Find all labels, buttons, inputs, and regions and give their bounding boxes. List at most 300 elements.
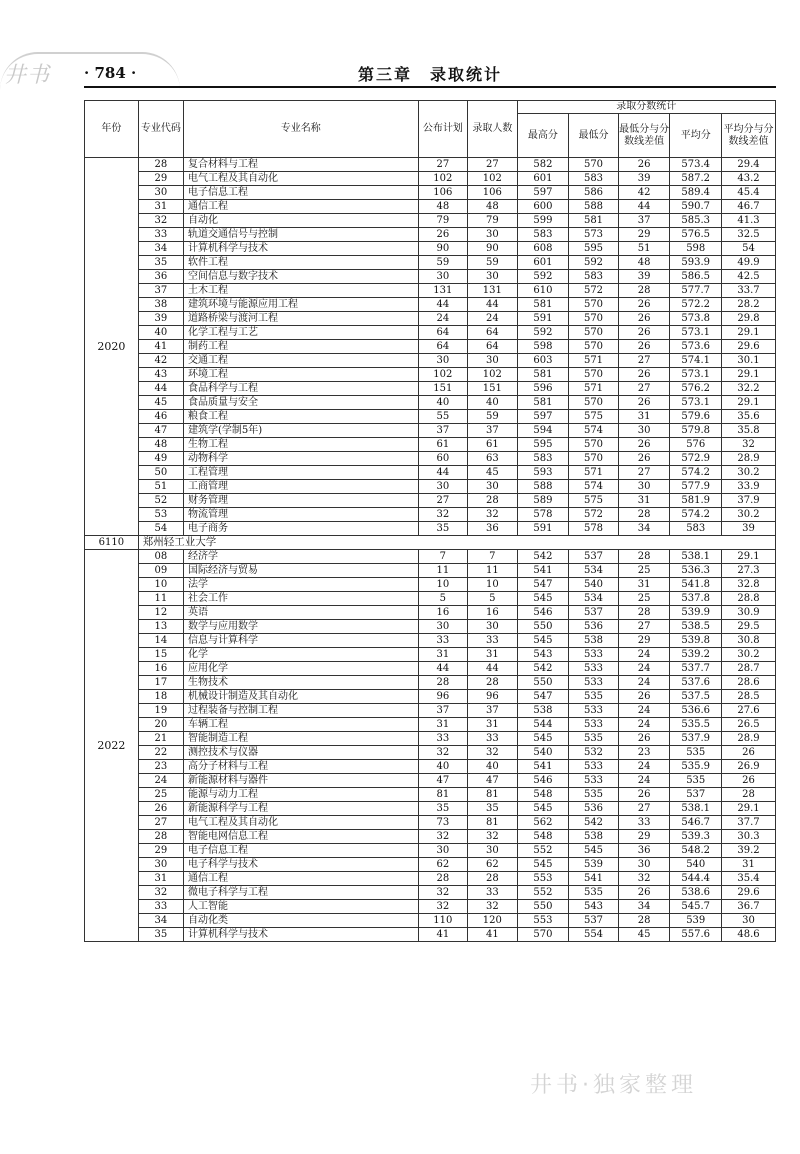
table-row [85, 858, 776, 872]
cell-avg-diff: 28.6 [722, 676, 776, 690]
table-row [85, 256, 776, 270]
cell-min-diff: 29 [618, 634, 670, 648]
cell-name: 车辆工程 [183, 718, 418, 732]
cell-avg-diff: 32.5 [722, 228, 776, 242]
cell-plan: 26 [418, 228, 468, 242]
cell-min: 534 [569, 592, 619, 606]
cell-min: 533 [569, 648, 619, 662]
cell-name: 电气工程及其自动化 [183, 816, 418, 830]
cell-code: 10 [138, 578, 183, 592]
cell-min-diff: 23 [618, 746, 670, 760]
cell-plan: 28 [418, 872, 468, 886]
cell-name: 计算机科学与技术 [183, 242, 418, 256]
cell-max: 598 [517, 340, 569, 354]
cell-admitted: 30 [468, 620, 518, 634]
cell-min-diff: 26 [618, 312, 670, 326]
cell-plan: 31 [418, 648, 468, 662]
cell-max: 542 [517, 550, 569, 564]
cell-plan: 47 [418, 774, 468, 788]
cell-min: 537 [569, 914, 619, 928]
cell-min: 570 [569, 340, 619, 354]
cell-max: 595 [517, 438, 569, 452]
cell-min-diff: 24 [618, 676, 670, 690]
cell-avg: 545.7 [670, 900, 722, 914]
cell-admitted: 106 [468, 186, 518, 200]
cell-min-diff: 24 [618, 760, 670, 774]
cell-max: 547 [517, 690, 569, 704]
cell-max: 597 [517, 410, 569, 424]
cell-max: 550 [517, 676, 569, 690]
cell-min-diff: 26 [618, 158, 670, 172]
cell-admitted: 102 [468, 172, 518, 186]
table-row [85, 186, 776, 200]
cell-name: 软件工程 [183, 256, 418, 270]
cell-avg: 537.5 [670, 690, 722, 704]
cell-avg-diff: 28.7 [722, 662, 776, 676]
cell-min: 572 [569, 284, 619, 298]
cell-name: 工商管理 [183, 480, 418, 494]
cell-avg: 585.3 [670, 214, 722, 228]
cell-admitted: 61 [468, 438, 518, 452]
cell-min-diff: 32 [618, 872, 670, 886]
cell-plan: 33 [418, 634, 468, 648]
cell-code: 25 [138, 788, 183, 802]
cell-avg: 581.9 [670, 494, 722, 508]
table-row [85, 340, 776, 354]
cell-avg: 537 [670, 788, 722, 802]
table-row [85, 270, 776, 284]
cell-plan: 35 [418, 802, 468, 816]
cell-name: 电子信息工程 [183, 844, 418, 858]
cell-name: 制药工程 [183, 340, 418, 354]
cell-avg-diff: 32 [722, 438, 776, 452]
cell-name: 土木工程 [183, 284, 418, 298]
cell-code: 26 [138, 802, 183, 816]
cell-avg: 573.1 [670, 396, 722, 410]
cell-code: 35 [138, 256, 183, 270]
table-row [85, 550, 776, 564]
cell-min: 542 [569, 816, 619, 830]
cell-max: 552 [517, 844, 569, 858]
table-row [85, 914, 776, 928]
cell-max: 553 [517, 872, 569, 886]
cell-name: 能源与动力工程 [183, 788, 418, 802]
cell-avg-diff: 30.3 [722, 830, 776, 844]
cell-admitted: 64 [468, 340, 518, 354]
cell-name: 食品质量与安全 [183, 396, 418, 410]
cell-name: 应用化学 [183, 662, 418, 676]
cell-max: 545 [517, 858, 569, 872]
cell-code: 08 [138, 550, 183, 564]
cell-min: 554 [569, 928, 619, 942]
table-row [85, 578, 776, 592]
cell-max: 552 [517, 886, 569, 900]
table-row [85, 172, 776, 186]
cell-code: 12 [138, 606, 183, 620]
cell-code: 38 [138, 298, 183, 312]
cell-plan: 32 [418, 508, 468, 522]
header-min: 最低分 [569, 114, 619, 158]
cell-name: 电子信息工程 [183, 186, 418, 200]
cell-avg-diff: 26 [722, 746, 776, 760]
cell-avg: 576.2 [670, 382, 722, 396]
cell-min-diff: 28 [618, 914, 670, 928]
cell-code: 36 [138, 270, 183, 284]
cell-min: 571 [569, 466, 619, 480]
cell-code: 09 [138, 564, 183, 578]
cell-max: 599 [517, 214, 569, 228]
cell-min-diff: 27 [618, 466, 670, 480]
cell-plan: 24 [418, 312, 468, 326]
cell-admitted: 37 [468, 704, 518, 718]
cell-admitted: 32 [468, 746, 518, 760]
cell-min-diff: 39 [618, 172, 670, 186]
cell-min-diff: 26 [618, 788, 670, 802]
cell-min: 588 [569, 200, 619, 214]
table-row [85, 522, 776, 536]
cell-max: 540 [517, 746, 569, 760]
cell-name: 生物技术 [183, 676, 418, 690]
cell-avg-diff: 28 [722, 788, 776, 802]
cell-min-diff: 31 [618, 578, 670, 592]
cell-avg-diff: 33.7 [722, 284, 776, 298]
cell-min-diff: 26 [618, 396, 670, 410]
cell-avg-diff: 30.1 [722, 354, 776, 368]
cell-plan: 37 [418, 704, 468, 718]
cell-admitted: 32 [468, 900, 518, 914]
cell-avg-diff: 26.5 [722, 718, 776, 732]
cell-min: 539 [569, 858, 619, 872]
cell-code: 52 [138, 494, 183, 508]
cell-admitted: 47 [468, 774, 518, 788]
cell-min: 541 [569, 872, 619, 886]
table-row [85, 802, 776, 816]
table-row [85, 760, 776, 774]
cell-plan: 48 [418, 200, 468, 214]
cell-min: 583 [569, 270, 619, 284]
cell-code: 43 [138, 368, 183, 382]
cell-max: 570 [517, 928, 569, 942]
cell-code: 49 [138, 452, 183, 466]
cell-admitted: 10 [468, 578, 518, 592]
cell-plan: 5 [418, 592, 468, 606]
cell-avg: 576 [670, 438, 722, 452]
cell-avg-diff: 37.7 [722, 816, 776, 830]
cell-max: 545 [517, 802, 569, 816]
cell-plan: 30 [418, 620, 468, 634]
cell-avg: 535.5 [670, 718, 722, 732]
cell-max: 593 [517, 466, 569, 480]
table-row [85, 900, 776, 914]
school-code: 6110 [85, 536, 139, 550]
table-row [85, 732, 776, 746]
cell-min: 571 [569, 354, 619, 368]
cell-avg-diff: 29.5 [722, 620, 776, 634]
cell-code: 29 [138, 844, 183, 858]
cell-avg-diff: 29.1 [722, 550, 776, 564]
cell-plan: 37 [418, 424, 468, 438]
cell-name: 信息与计算科学 [183, 634, 418, 648]
cell-admitted: 90 [468, 242, 518, 256]
cell-avg-diff: 39 [722, 522, 776, 536]
cell-avg-diff: 42.5 [722, 270, 776, 284]
cell-min: 538 [569, 634, 619, 648]
cell-max: 538 [517, 704, 569, 718]
cell-admitted: 102 [468, 368, 518, 382]
table-row [85, 228, 776, 242]
school-row [85, 536, 776, 550]
cell-min-diff: 26 [618, 732, 670, 746]
cell-avg-diff: 28.5 [722, 690, 776, 704]
cell-min: 533 [569, 718, 619, 732]
cell-name: 粮食工程 [183, 410, 418, 424]
cell-admitted: 59 [468, 256, 518, 270]
cell-name: 计算机科学与技术 [183, 928, 418, 942]
cell-avg: 537.6 [670, 676, 722, 690]
table-row [85, 452, 776, 466]
cell-max: 548 [517, 788, 569, 802]
cell-min: 535 [569, 690, 619, 704]
cell-name: 道路桥梁与渡河工程 [183, 312, 418, 326]
cell-min: 570 [569, 158, 619, 172]
cell-avg: 536.6 [670, 704, 722, 718]
cell-min: 533 [569, 662, 619, 676]
cell-plan: 44 [418, 466, 468, 480]
header-min-diff: 最低分与分数线差值 [618, 114, 670, 158]
cell-avg-diff: 37.9 [722, 494, 776, 508]
table-row [85, 620, 776, 634]
table-row [85, 298, 776, 312]
cell-avg: 589.4 [670, 186, 722, 200]
cell-plan: 33 [418, 732, 468, 746]
cell-plan: 32 [418, 886, 468, 900]
cell-plan: 7 [418, 550, 468, 564]
cell-plan: 30 [418, 270, 468, 284]
table-row [85, 284, 776, 298]
cell-min-diff: 48 [618, 256, 670, 270]
cell-avg-diff: 35.6 [722, 410, 776, 424]
cell-name: 动物科学 [183, 452, 418, 466]
cell-max: 545 [517, 634, 569, 648]
cell-avg-diff: 26.9 [722, 760, 776, 774]
cell-name: 新能源材料与器件 [183, 774, 418, 788]
cell-avg: 536.3 [670, 564, 722, 578]
cell-min-diff: 25 [618, 564, 670, 578]
cell-max: 583 [517, 228, 569, 242]
cell-min-diff: 26 [618, 886, 670, 900]
cell-avg-diff: 46.7 [722, 200, 776, 214]
table-row [85, 158, 776, 172]
cell-min: 595 [569, 242, 619, 256]
table-row [85, 368, 776, 382]
cell-max: 601 [517, 256, 569, 270]
cell-plan: 96 [418, 690, 468, 704]
cell-code: 18 [138, 690, 183, 704]
cell-min: 536 [569, 802, 619, 816]
table-row [85, 494, 776, 508]
cell-max: 588 [517, 480, 569, 494]
cell-min: 574 [569, 424, 619, 438]
cell-avg-diff: 54 [722, 242, 776, 256]
table-row [85, 886, 776, 900]
cell-min: 570 [569, 396, 619, 410]
cell-admitted: 40 [468, 396, 518, 410]
cell-plan: 32 [418, 746, 468, 760]
cell-plan: 41 [418, 928, 468, 942]
table-row [85, 648, 776, 662]
cell-avg-diff: 29.1 [722, 396, 776, 410]
cell-avg: 586.5 [670, 270, 722, 284]
cell-plan: 30 [418, 480, 468, 494]
cell-admitted: 131 [468, 284, 518, 298]
cell-min: 533 [569, 676, 619, 690]
table-row [85, 746, 776, 760]
cell-avg: 538.5 [670, 620, 722, 634]
cell-avg-diff: 29.1 [722, 326, 776, 340]
cell-min-diff: 34 [618, 522, 670, 536]
cell-plan: 61 [418, 438, 468, 452]
cell-code: 13 [138, 620, 183, 634]
table-row [85, 354, 776, 368]
cell-avg-diff: 30.2 [722, 508, 776, 522]
cell-admitted: 63 [468, 452, 518, 466]
cell-code: 28 [138, 158, 183, 172]
cell-admitted: 28 [468, 872, 518, 886]
cell-min-diff: 31 [618, 410, 670, 424]
cell-max: 583 [517, 452, 569, 466]
cell-min: 570 [569, 368, 619, 382]
cell-code: 47 [138, 424, 183, 438]
cell-min-diff: 26 [618, 326, 670, 340]
cell-year: 2020 [85, 158, 139, 536]
cell-max: 596 [517, 382, 569, 396]
admission-table [84, 100, 776, 942]
cell-name: 空间信息与数字技术 [183, 270, 418, 284]
cell-code: 31 [138, 872, 183, 886]
cell-max: 546 [517, 606, 569, 620]
cell-plan: 60 [418, 452, 468, 466]
cell-avg: 574.1 [670, 354, 722, 368]
cell-min: 570 [569, 326, 619, 340]
footer-watermark: 井书·独家整理 [530, 1073, 697, 1098]
cell-avg: 579.6 [670, 410, 722, 424]
cell-avg: 544.4 [670, 872, 722, 886]
cell-avg: 538.1 [670, 550, 722, 564]
cell-name: 数学与应用数学 [183, 620, 418, 634]
table-row [85, 690, 776, 704]
cell-admitted: 33 [468, 732, 518, 746]
cell-name: 新能源科学与工程 [183, 802, 418, 816]
cell-admitted: 30 [468, 354, 518, 368]
cell-min-diff: 33 [618, 816, 670, 830]
cell-avg: 577.7 [670, 284, 722, 298]
cell-plan: 30 [418, 354, 468, 368]
table-row [85, 200, 776, 214]
page-number: · 784 · [84, 64, 137, 82]
table-row [85, 242, 776, 256]
cell-code: 42 [138, 354, 183, 368]
cell-avg: 535 [670, 746, 722, 760]
cell-code: 34 [138, 914, 183, 928]
cell-name: 国际经济与贸易 [183, 564, 418, 578]
cell-max: 608 [517, 242, 569, 256]
cell-avg: 537.9 [670, 732, 722, 746]
cell-avg-diff: 28.8 [722, 592, 776, 606]
table-row [85, 438, 776, 452]
cell-name: 食品科学与工程 [183, 382, 418, 396]
cell-avg: 538.1 [670, 802, 722, 816]
cell-min: 533 [569, 704, 619, 718]
cell-code: 23 [138, 760, 183, 774]
cell-name: 轨道交通信号与控制 [183, 228, 418, 242]
cell-avg-diff: 27.3 [722, 564, 776, 578]
cell-plan: 102 [418, 368, 468, 382]
cell-min-diff: 26 [618, 438, 670, 452]
cell-plan: 44 [418, 662, 468, 676]
cell-avg-diff: 36.7 [722, 900, 776, 914]
cell-min-diff: 42 [618, 186, 670, 200]
cell-max: 547 [517, 578, 569, 592]
cell-code: 33 [138, 228, 183, 242]
cell-min-diff: 34 [618, 900, 670, 914]
cell-min: 570 [569, 438, 619, 452]
cell-name: 化学工程与工艺 [183, 326, 418, 340]
cell-name: 自动化 [183, 214, 418, 228]
cell-code: 17 [138, 676, 183, 690]
cell-max: 591 [517, 522, 569, 536]
cell-name: 通信工程 [183, 200, 418, 214]
cell-name: 财务管理 [183, 494, 418, 508]
table-row [85, 718, 776, 732]
cell-plan: 110 [418, 914, 468, 928]
cell-admitted: 120 [468, 914, 518, 928]
cell-min-diff: 24 [618, 662, 670, 676]
cell-name: 智能制造工程 [183, 732, 418, 746]
cell-max: 581 [517, 396, 569, 410]
cell-plan: 35 [418, 522, 468, 536]
cell-max: 541 [517, 564, 569, 578]
cell-name: 微电子科学与工程 [183, 886, 418, 900]
cell-code: 40 [138, 326, 183, 340]
page-header [0, 0, 800, 100]
table-body [85, 158, 776, 942]
cell-plan: 81 [418, 788, 468, 802]
cell-plan: 64 [418, 340, 468, 354]
cell-admitted: 81 [468, 816, 518, 830]
cell-avg-diff: 41.3 [722, 214, 776, 228]
cell-admitted: 11 [468, 564, 518, 578]
cell-admitted: 41 [468, 928, 518, 942]
cell-admitted: 35 [468, 802, 518, 816]
cell-name: 社会工作 [183, 592, 418, 606]
header-year: 年份 [85, 101, 139, 158]
cell-avg: 535.9 [670, 760, 722, 774]
cell-avg: 539.3 [670, 830, 722, 844]
table-row [85, 382, 776, 396]
cell-max: 589 [517, 494, 569, 508]
logo-watermark: 井书 [4, 63, 51, 88]
cell-max: 603 [517, 354, 569, 368]
cell-min: 570 [569, 312, 619, 326]
cell-plan: 106 [418, 186, 468, 200]
cell-min-diff: 28 [618, 508, 670, 522]
header-admitted: 录取人数 [468, 101, 518, 158]
cell-code: 48 [138, 438, 183, 452]
cell-min-diff: 28 [618, 550, 670, 564]
cell-max: 582 [517, 158, 569, 172]
cell-code: 21 [138, 732, 183, 746]
cell-admitted: 31 [468, 648, 518, 662]
